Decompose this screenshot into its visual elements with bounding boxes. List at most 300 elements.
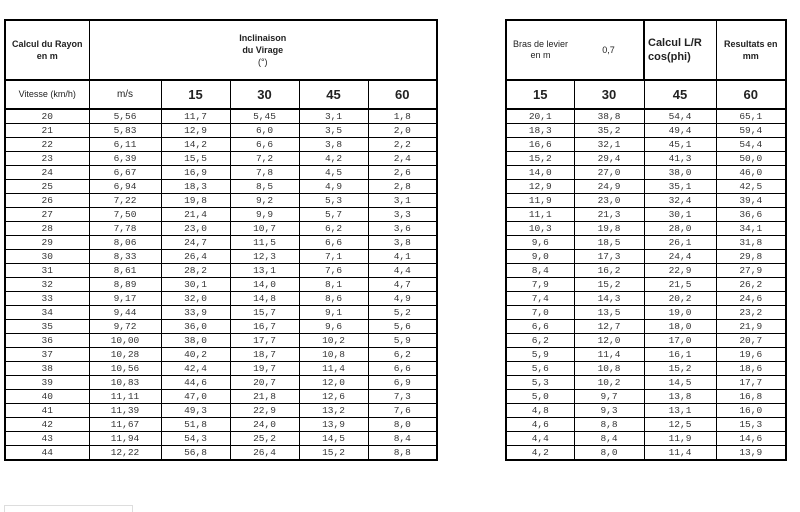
table-cell: 21 [5,124,89,138]
table-cell: 39 [5,376,89,390]
table-cell: 44 [5,446,89,461]
table-row [5,166,437,180]
table-cell: 25 [5,180,89,194]
table-cell: 9,3 [574,404,644,418]
table-cell: 4,9 [368,292,437,306]
table-row [506,138,786,152]
table-row [506,250,786,264]
table-cell: 1,8 [368,109,437,124]
table-cell: 4,4 [506,432,574,446]
table-cell: 10,7 [230,222,299,236]
inclination-unit: (°) [257,57,268,67]
table-cell: 18,6 [716,362,786,376]
inclination-header [89,20,437,80]
table-cell: 7,9 [506,278,574,292]
table-cell: 28,0 [644,222,716,236]
table-cell: 21,4 [161,208,230,222]
lever-arm-value: 0,7 [574,20,644,80]
table-cell: 7,8 [230,166,299,180]
table-cell: 20,7 [230,376,299,390]
table-cell: 14,0 [506,166,574,180]
table-cell: 8,1 [299,278,368,292]
table-cell: 26 [5,194,89,208]
table-cell: 6,2 [368,348,437,362]
table-cell: 7,6 [299,264,368,278]
table-cell: 10,83 [89,376,161,390]
table-row [5,208,437,222]
table-cell: 12,22 [89,446,161,461]
table-cell: 3,8 [299,138,368,152]
table-cell: 7,78 [89,222,161,236]
table-cell: 3,1 [368,194,437,208]
table-cell: 13,9 [299,418,368,432]
table-cell: 41 [5,404,89,418]
table-cell: 18,3 [161,180,230,194]
table-cell: 40,2 [161,348,230,362]
table-cell: 3,3 [368,208,437,222]
table-cell: 2,8 [368,180,437,194]
table-cell: 5,83 [89,124,161,138]
table-cell: 11,67 [89,418,161,432]
table-cell: 10,8 [574,362,644,376]
table-cell: 6,67 [89,166,161,180]
calc-label: Calcul L/R cos(phi) [644,20,716,80]
table-cell: 6,39 [89,152,161,166]
table-cell: 3,6 [368,222,437,236]
table-cell: 35,1 [644,180,716,194]
table-cell: 6,2 [506,334,574,348]
table-cell: 2,6 [368,166,437,180]
table-cell: 10,2 [574,376,644,390]
table-cell: 8,0 [574,446,644,461]
table-cell: 11,4 [299,362,368,376]
table-row [5,432,437,446]
table-cell: 9,17 [89,292,161,306]
table-cell: 41,3 [644,152,716,166]
table-cell: 38 [5,362,89,376]
table-cell: 6,6 [299,236,368,250]
table-cell: 21,5 [644,278,716,292]
table-cell: 14,3 [574,292,644,306]
table-cell: 16,2 [574,264,644,278]
table-row [5,250,437,264]
table-cell: 9,7 [574,390,644,404]
table-cell: 19,8 [161,194,230,208]
table-cell: 43 [5,432,89,446]
table-cell: 47,0 [161,390,230,404]
table-cell: 11,39 [89,404,161,418]
table-cell: 10,2 [299,334,368,348]
table-row [506,124,786,138]
table-row [5,278,437,292]
table-cell: 7,3 [368,390,437,404]
table-cell: 32,1 [574,138,644,152]
table-row [506,306,786,320]
table-cell: 5,6 [506,362,574,376]
table-cell: 6,2 [299,222,368,236]
speed-header: Vitesse (km/h) [5,80,89,109]
table-cell: 14,5 [299,432,368,446]
selection-box [4,505,133,512]
table-cell: 3,8 [368,236,437,250]
table-cell: 54,3 [161,432,230,446]
table-cell: 28,2 [161,264,230,278]
table-cell: 12,9 [506,180,574,194]
table-cell: 14,5 [644,376,716,390]
table-cell: 39,4 [716,194,786,208]
table-cell: 5,9 [506,348,574,362]
table-cell: 38,0 [161,334,230,348]
table-cell: 11,1 [506,208,574,222]
table-cell: 5,45 [230,109,299,124]
table-row [506,194,786,208]
table-cell: 4,2 [299,152,368,166]
table-cell: 10,8 [299,348,368,362]
table-cell: 4,2 [506,446,574,461]
table-row [506,180,786,194]
table-cell: 8,4 [506,264,574,278]
table-cell: 2,0 [368,124,437,138]
table-cell: 19,7 [230,362,299,376]
table-cell: 16,6 [506,138,574,152]
table-cell: 19,8 [574,222,644,236]
table-cell: 16,0 [716,404,786,418]
table-row [506,334,786,348]
table-cell: 45,1 [644,138,716,152]
table-cell: 54,4 [644,109,716,124]
table-cell: 17,7 [716,376,786,390]
table-row [5,320,437,334]
table-cell: 8,5 [230,180,299,194]
table-cell: 35,2 [574,124,644,138]
angle-header: 30 [230,80,299,109]
table-cell: 38,8 [574,109,644,124]
table-cell: 15,5 [161,152,230,166]
table-cell: 13,9 [716,446,786,461]
table-cell: 21,9 [716,320,786,334]
table-cell: 15,3 [716,418,786,432]
angle-header: 15 [506,80,574,109]
table-cell: 15,2 [299,446,368,461]
table-cell: 7,50 [89,208,161,222]
table-row [5,236,437,250]
table-cell: 46,0 [716,166,786,180]
table-cell: 6,6 [506,320,574,334]
table-cell: 5,0 [506,390,574,404]
table-row [506,264,786,278]
angle-header: 60 [368,80,437,109]
inclination-title: Inclinaison [239,33,287,43]
table-cell: 5,2 [368,306,437,320]
table-cell: 24,0 [230,418,299,432]
table-cell: 19,6 [716,348,786,362]
table-cell: 13,5 [574,306,644,320]
table-row [5,138,437,152]
results-table [505,19,787,461]
table-cell: 9,0 [506,250,574,264]
table-row [5,264,437,278]
table-row [5,348,437,362]
table-cell: 9,44 [89,306,161,320]
table-row [506,376,786,390]
table-row [506,152,786,166]
table-cell: 9,2 [230,194,299,208]
table-cell: 33 [5,292,89,306]
table-cell: 14,2 [161,138,230,152]
table-cell: 65,1 [716,109,786,124]
table-cell: 21,8 [230,390,299,404]
table-cell: 11,5 [230,236,299,250]
table-row [506,362,786,376]
table-cell: 20,1 [506,109,574,124]
table-cell: 22,9 [644,264,716,278]
table-cell: 32,0 [161,292,230,306]
angle-header: 45 [299,80,368,109]
table-cell: 12,5 [644,418,716,432]
table-cell: 56,8 [161,446,230,461]
table-cell: 20 [5,109,89,124]
table-cell: 6,11 [89,138,161,152]
results-unit-label: Resultats en mm [716,20,786,80]
table-cell: 26,4 [161,250,230,264]
table-cell: 4,4 [368,264,437,278]
table-cell: 5,6 [368,320,437,334]
table-cell: 4,8 [506,404,574,418]
table-row [506,348,786,362]
table-row [506,236,786,250]
table-cell: 10,3 [506,222,574,236]
table-row [5,418,437,432]
table-cell: 20,2 [644,292,716,306]
table-cell: 30,1 [161,278,230,292]
table-cell: 29 [5,236,89,250]
table-cell: 4,7 [368,278,437,292]
table-cell: 16,7 [230,320,299,334]
table-cell: 44,6 [161,376,230,390]
table-cell: 42,4 [161,362,230,376]
table-row [5,180,437,194]
table-row [506,320,786,334]
table-cell: 25,2 [230,432,299,446]
table-row [506,390,786,404]
table-cell: 27,9 [716,264,786,278]
table-cell: 2,2 [368,138,437,152]
table-cell: 11,9 [506,194,574,208]
table-cell: 24,9 [574,180,644,194]
inclination-subtitle: du Virage [242,45,284,55]
table-cell: 36,0 [161,320,230,334]
table-cell: 59,4 [716,124,786,138]
table-cell: 42 [5,418,89,432]
table-cell: 12,0 [299,376,368,390]
table-cell: 16,8 [716,390,786,404]
table-cell: 4,6 [506,418,574,432]
table-cell: 11,94 [89,432,161,446]
table-row [5,334,437,348]
table-cell: 10,56 [89,362,161,376]
table-cell: 8,8 [368,446,437,461]
table-cell: 6,6 [368,362,437,376]
table-cell: 6,9 [368,376,437,390]
table-cell: 7,4 [506,292,574,306]
table-cell: 15,2 [506,152,574,166]
table-cell: 16,9 [161,166,230,180]
table-cell: 6,6 [230,138,299,152]
table-cell: 13,8 [644,390,716,404]
table-row [506,166,786,180]
table-cell: 38,0 [644,166,716,180]
table-cell: 27 [5,208,89,222]
table-cell: 12,7 [574,320,644,334]
table-cell: 17,0 [644,334,716,348]
table-row [5,152,437,166]
table-row [506,446,786,461]
table-cell: 18,0 [644,320,716,334]
table-row [506,404,786,418]
table-cell: 5,9 [368,334,437,348]
table-cell: 10,28 [89,348,161,362]
table-cell: 42,5 [716,180,786,194]
table-cell: 9,6 [299,320,368,334]
table-cell: 4,5 [299,166,368,180]
table-cell: 26,1 [644,236,716,250]
table-cell: 30,1 [644,208,716,222]
angle-header: 45 [644,80,716,109]
table-cell: 3,1 [299,109,368,124]
table-cell: 6,94 [89,180,161,194]
table-cell: 35 [5,320,89,334]
table-cell: 14,0 [230,278,299,292]
table-cell: 5,3 [299,194,368,208]
table-cell: 3,5 [299,124,368,138]
table-cell: 23,0 [574,194,644,208]
table-cell: 5,56 [89,109,161,124]
table-cell: 23,2 [716,306,786,320]
table-cell: 7,2 [230,152,299,166]
table-cell: 15,2 [574,278,644,292]
table-cell: 13,2 [299,404,368,418]
table-cell: 20,7 [716,334,786,348]
table-cell: 31 [5,264,89,278]
table-cell: 26,2 [716,278,786,292]
table-cell: 7,22 [89,194,161,208]
ms-header: m/s [89,80,161,109]
table-cell: 9,1 [299,306,368,320]
table-cell: 8,33 [89,250,161,264]
table-cell: 13,1 [644,404,716,418]
table-cell: 14,6 [716,432,786,446]
table-cell: 12,3 [230,250,299,264]
table-cell: 32 [5,278,89,292]
table-cell: 24,6 [716,292,786,306]
table-cell: 14,8 [230,292,299,306]
table-row [506,292,786,306]
table-cell: 5,3 [506,376,574,390]
table-row [5,109,437,124]
table-cell: 24 [5,166,89,180]
table-cell: 8,4 [574,432,644,446]
table-cell: 6,0 [230,124,299,138]
table-cell: 33,9 [161,306,230,320]
table-row [5,124,437,138]
table-cell: 10,00 [89,334,161,348]
table-cell: 7,1 [299,250,368,264]
table-cell: 28 [5,222,89,236]
table-cell: 24,4 [644,250,716,264]
table-cell: 16,1 [644,348,716,362]
table-cell: 51,8 [161,418,230,432]
table-cell: 9,72 [89,320,161,334]
table-row [5,404,437,418]
table-cell: 15,2 [644,362,716,376]
table-cell: 8,8 [574,418,644,432]
angle-header: 30 [574,80,644,109]
table-cell: 22 [5,138,89,152]
table-cell: 11,7 [161,109,230,124]
table-cell: 9,6 [506,236,574,250]
table-cell: 8,4 [368,432,437,446]
table-cell: 11,9 [644,432,716,446]
lever-arm-label: Bras de levier en m [506,20,574,80]
table-cell: 5,7 [299,208,368,222]
table-cell: 11,4 [574,348,644,362]
table-cell: 29,4 [574,152,644,166]
table-cell: 4,1 [368,250,437,264]
table-cell: 12,0 [574,334,644,348]
table-cell: 17,7 [230,334,299,348]
table-cell: 8,06 [89,236,161,250]
table-cell: 49,4 [644,124,716,138]
table-cell: 8,6 [299,292,368,306]
table-cell: 17,3 [574,250,644,264]
table-cell: 19,0 [644,306,716,320]
table-cell: 11,11 [89,390,161,404]
table-cell: 30 [5,250,89,264]
table-cell: 31,8 [716,236,786,250]
table-cell: 15,7 [230,306,299,320]
angle-header: 15 [161,80,230,109]
table-row [506,222,786,236]
table-cell: 23 [5,152,89,166]
table-cell: 8,0 [368,418,437,432]
table-row [5,306,437,320]
table-row [5,362,437,376]
table-cell: 13,1 [230,264,299,278]
table-row [5,376,437,390]
table-cell: 2,4 [368,152,437,166]
table-cell: 37 [5,348,89,362]
table-cell: 4,9 [299,180,368,194]
table-cell: 40 [5,390,89,404]
corner-header: Calcul du Rayon en m [5,20,89,80]
table-cell: 12,9 [161,124,230,138]
table-cell: 36 [5,334,89,348]
table-cell: 11,4 [644,446,716,461]
table-cell: 8,61 [89,264,161,278]
table-row [506,432,786,446]
table-row [506,278,786,292]
table-cell: 34,1 [716,222,786,236]
table-cell: 49,3 [161,404,230,418]
table-cell: 22,9 [230,404,299,418]
angle-header: 60 [716,80,786,109]
table-cell: 34 [5,306,89,320]
table-row [506,109,786,124]
table-cell: 24,7 [161,236,230,250]
table-row [5,194,437,208]
table-cell: 18,5 [574,236,644,250]
table-row [506,208,786,222]
